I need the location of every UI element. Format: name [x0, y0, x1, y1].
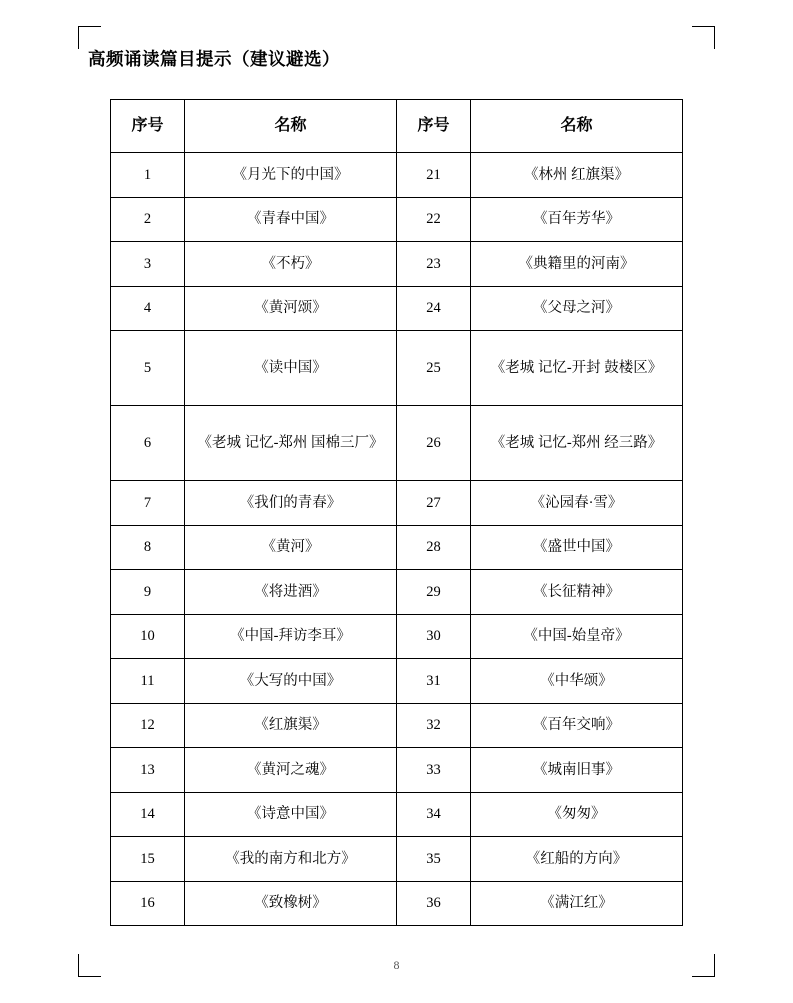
table-row: [111, 881, 683, 926]
table-row: [111, 331, 683, 406]
cell-index-left: 3: [111, 242, 185, 287]
cell-index-left: 16: [111, 881, 185, 926]
cell-index-left: 6: [111, 406, 185, 481]
cell-name-left: 《我的南方和北方》: [185, 837, 397, 882]
cell-name-left: 《黄河颂》: [185, 286, 397, 331]
cell-name-left: 《红旗渠》: [185, 703, 397, 748]
table-row: [111, 406, 683, 481]
cell-index-right: 25: [397, 331, 471, 406]
cell-index-right: 36: [397, 881, 471, 926]
reading-list-table: [110, 99, 683, 926]
cell-index-right: 33: [397, 748, 471, 793]
cell-name-left: 《月光下的中国》: [185, 153, 397, 198]
cell-name-left: 《青春中国》: [185, 197, 397, 242]
table-row: [111, 153, 683, 198]
cell-name-left: 《黄河之魂》: [185, 748, 397, 793]
cell-index-left: 14: [111, 792, 185, 837]
table-row: [111, 614, 683, 659]
cell-index-left: 4: [111, 286, 185, 331]
table-body: [111, 153, 683, 926]
table-row: [111, 481, 683, 526]
cell-name-right: 《中国-始皇帝》: [471, 614, 683, 659]
cell-index-left: 5: [111, 331, 185, 406]
cell-index-right: 27: [397, 481, 471, 526]
cell-index-right: 21: [397, 153, 471, 198]
cell-index-left: 7: [111, 481, 185, 526]
cell-name-right: 《百年交响》: [471, 703, 683, 748]
cell-name-left: 《黄河》: [185, 525, 397, 570]
table-row: [111, 659, 683, 704]
cell-index-left: 9: [111, 570, 185, 615]
cell-name-left: 《不朽》: [185, 242, 397, 287]
cell-name-left: 《诗意中国》: [185, 792, 397, 837]
cell-index-right: 23: [397, 242, 471, 287]
table-row: [111, 703, 683, 748]
cell-name-left: 《老城 记忆-郑州 国棉三厂》: [185, 406, 397, 481]
table-row: [111, 286, 683, 331]
table-header-row: [111, 100, 683, 153]
cell-name-right: 《盛世中国》: [471, 525, 683, 570]
cell-index-left: 2: [111, 197, 185, 242]
column-header-index-right: 序号: [397, 100, 471, 153]
crop-mark-top-right: [692, 26, 715, 49]
column-header-name-right: 名称: [471, 100, 683, 153]
cell-name-left: 《读中国》: [185, 331, 397, 406]
cell-index-right: 31: [397, 659, 471, 704]
cell-index-right: 30: [397, 614, 471, 659]
cell-index-left: 12: [111, 703, 185, 748]
cell-name-left: 《将进酒》: [185, 570, 397, 615]
column-header-name-left: 名称: [185, 100, 397, 153]
table-row: [111, 748, 683, 793]
cell-name-right: 《典籍里的河南》: [471, 242, 683, 287]
cell-name-right: 《林州 红旗渠》: [471, 153, 683, 198]
cell-name-left: 《致橡树》: [185, 881, 397, 926]
cell-name-right: 《红船的方向》: [471, 837, 683, 882]
cell-index-left: 15: [111, 837, 185, 882]
cell-name-right: 《满江红》: [471, 881, 683, 926]
cell-index-left: 10: [111, 614, 185, 659]
cell-index-right: 22: [397, 197, 471, 242]
cell-name-right: 《百年芳华》: [471, 197, 683, 242]
table-row: [111, 792, 683, 837]
cell-index-left: 1: [111, 153, 185, 198]
cell-index-left: 11: [111, 659, 185, 704]
cell-index-right: 24: [397, 286, 471, 331]
cell-index-right: 32: [397, 703, 471, 748]
cell-name-left: 《我们的青春》: [185, 481, 397, 526]
column-header-index-left: 序号: [111, 100, 185, 153]
table-row: [111, 242, 683, 287]
cell-name-right: 《中华颂》: [471, 659, 683, 704]
cell-index-left: 13: [111, 748, 185, 793]
cell-name-right: 《父母之河》: [471, 286, 683, 331]
page-number: 8: [393, 958, 400, 972]
page-title: 高频诵读篇目提示（建议避选）: [88, 49, 340, 69]
cell-name-right: 《城南旧事》: [471, 748, 683, 793]
cell-index-right: 26: [397, 406, 471, 481]
cell-index-right: 28: [397, 525, 471, 570]
reading-list-table-wrapper: [110, 99, 682, 926]
cell-index-left: 8: [111, 525, 185, 570]
table-row: [111, 837, 683, 882]
cell-name-left: 《大写的中国》: [185, 659, 397, 704]
cell-index-right: 29: [397, 570, 471, 615]
cell-name-right: 《老城 记忆-郑州 经三路》: [471, 406, 683, 481]
table-row: [111, 570, 683, 615]
table-row: [111, 197, 683, 242]
cell-index-right: 35: [397, 837, 471, 882]
cell-index-right: 34: [397, 792, 471, 837]
cell-name-right: 《长征精神》: [471, 570, 683, 615]
cell-name-right: 《老城 记忆-开封 鼓楼区》: [471, 331, 683, 406]
cell-name-right: 《匆匆》: [471, 792, 683, 837]
cell-name-left: 《中国-拜访李耳》: [185, 614, 397, 659]
table-row: [111, 525, 683, 570]
cell-name-right: 《沁园春·雪》: [471, 481, 683, 526]
table-header: [111, 100, 683, 153]
